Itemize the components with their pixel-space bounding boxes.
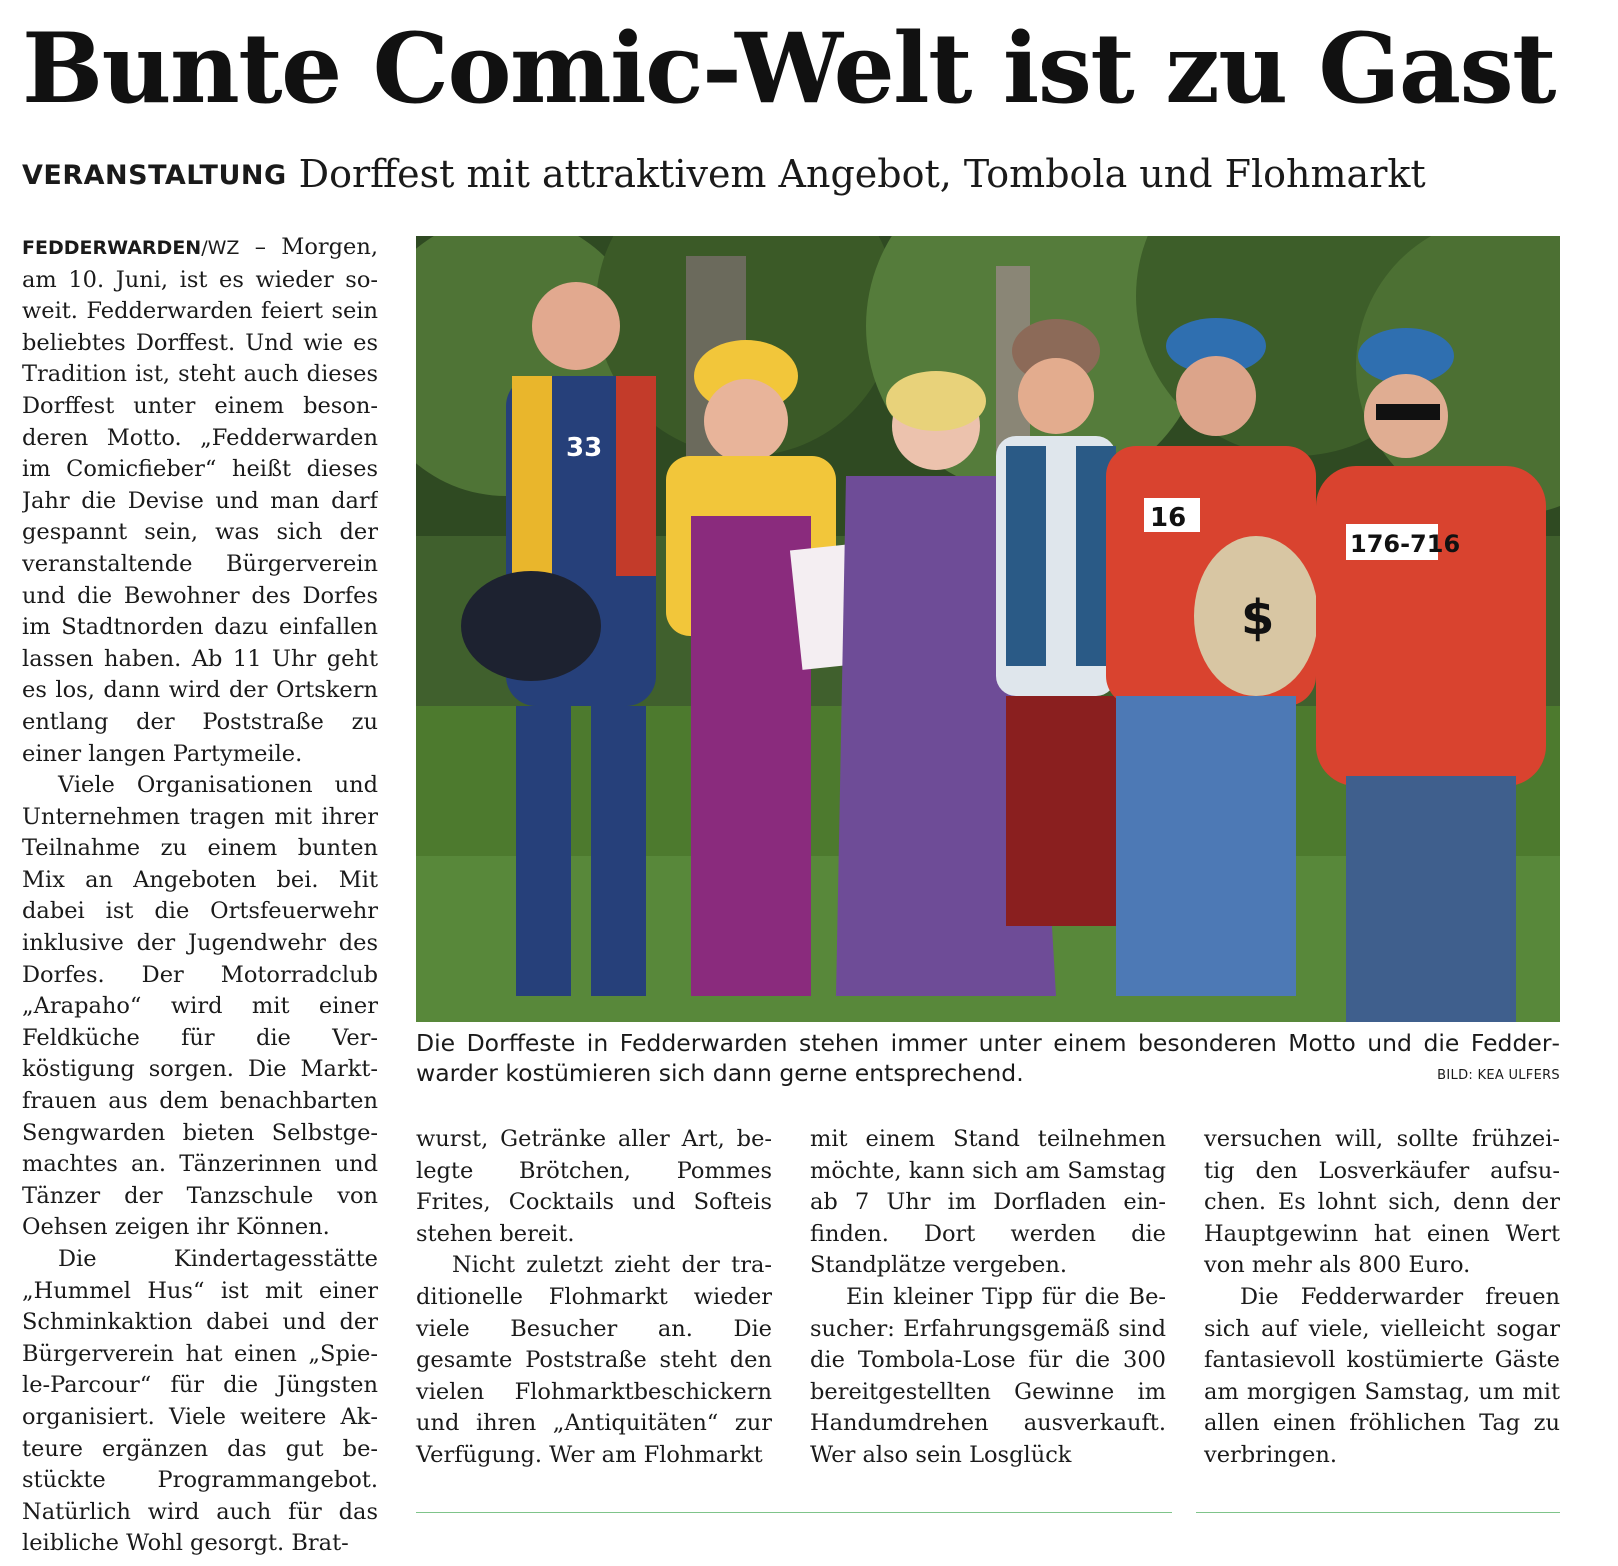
paragraph: Viele Organisationen und Unternehmen tragen mit ihrer Teilnahme zu einem bunten Mix an Angeboten bei. Mit dabei ist die Ortsfeuerwehr inklusive der Jugendwehr des Dorfes. Der Motorradclub „Arapaho“ wird mit einer Feldküche für die Verköstigung sorgen. Die Marktfrauen aus dem benachbarten Sengwarden bieten Selbstgemachtes an. Tänzerinnen und Tänzer der Tanzschule von Oehsen zeigen ihr Können. — [22, 772, 378, 1241]
kicker: VERANSTALTUNG — [22, 160, 287, 191]
article-column-4 — [1204, 1124, 1560, 1472]
paragraph: versuchen will, sollte frühzeitig den Losverkäufer aufsuchen. Es lohnt sich, denn der Hauptgewinn hat einen Wert von mehr als 800 Euro. — [1204, 1126, 1560, 1279]
paragraph: Nicht zuletzt zieht der traditionelle Flohmarkt wieder viele Besucher an. Die gesamte Poststraße steht den vielen Flohmarktbeschickern und ihren „Antiquitäten“ zur Verfügung. Wer am Flohmarkt — [416, 1252, 772, 1468]
paragraph: Die Fedderwarder freuen sich auf viele, vielleicht sogar fantasievoll kostümierte Gäste am morgigen Samstag, um mit allen einen fröhlichen Tag zu verbringen. — [1204, 1283, 1560, 1468]
paragraph: wurst, Getränke aller Art, belegte Brötchen, Pommes Frites, Cocktails und Softeis stehen bereit. — [416, 1126, 772, 1247]
paragraph: Ein kleiner Tipp für die Besucher: Erfahrungsgemäß sind die Tombola-Lose für die 300 bereitgestellten Gewinne im Handumdrehen ausverkauft. Wer also sein Losglück — [810, 1283, 1166, 1468]
agency: /WZ — [201, 237, 240, 259]
subheadline-row — [22, 150, 1602, 200]
jersey-number: 33 — [566, 433, 603, 463]
bottom-divider — [416, 1512, 1172, 1516]
dateline: FEDDERWARDEN — [22, 237, 202, 259]
subheadline: Dorffest mit attraktivem Angebot, Tombola und Flohmarkt — [298, 152, 1426, 196]
bottom-divider — [1196, 1512, 1560, 1516]
paragraph: mit einem Stand teilnehmen möchte, kann sich am Samstag ab 7 Uhr im Dorfladen einfinden. Dort werden die Standplätze vergeben. — [810, 1126, 1166, 1279]
paragraph-text: – Morgen, am 10. Juni, ist es wieder soweit. Fedderwarden feiert sein beliebtes Dorffest. Und wie es Tradition ist, steht auch dieses Dorffest unter einem besonderen Motto. „Fedderwarden im Comicfieber“ heißt dieses Jahr die Devise und man darf gespannt sein, was sich der veranstaltende Bürgerverein und die Bewohner des Dorfes im Stadtnorden dazu einfallen lassen haben. Ab 11 Uhr geht es los, dann wird der Ortskern entlang der Poststraße zu einer langen Partymeile. — [22, 234, 378, 767]
sign-number-left: 16 — [1150, 503, 1187, 533]
headline: Bunte Comic-Welt ist zu Gast — [22, 12, 1555, 125]
paragraph: Die Kindertagesstätte „Hummel Hus“ ist mit einer Schminkaktion dabei und der Bürgerverein hat einen „Spiele-Parcour“ für die Jüngsten organisiert. Viele weitere Akteure ergänzen das gut bestückte Programmangebot. Natürlich wird auch für das leibliche Wohl gesorgt. Brat- — [22, 1246, 378, 1557]
photo-credit: BILD: KEA ULFERS — [1437, 1068, 1560, 1083]
photo-illustration — [416, 236, 1560, 1022]
paragraph — [22, 232, 378, 770]
money-symbol: $ — [1241, 590, 1275, 646]
article-photo — [416, 236, 1560, 1022]
photo-caption: Die Dorffeste in Fedderwarden stehen immer unter einem besonderen Motto und die Fedderwarder kostümieren sich dann gerne entsprechend. — [416, 1029, 1560, 1087]
article-column-1 — [22, 232, 378, 1566]
sign-number-right: 176-716 — [1350, 530, 1461, 558]
article-column-2 — [416, 1124, 772, 1472]
article-column-3 — [810, 1124, 1166, 1472]
